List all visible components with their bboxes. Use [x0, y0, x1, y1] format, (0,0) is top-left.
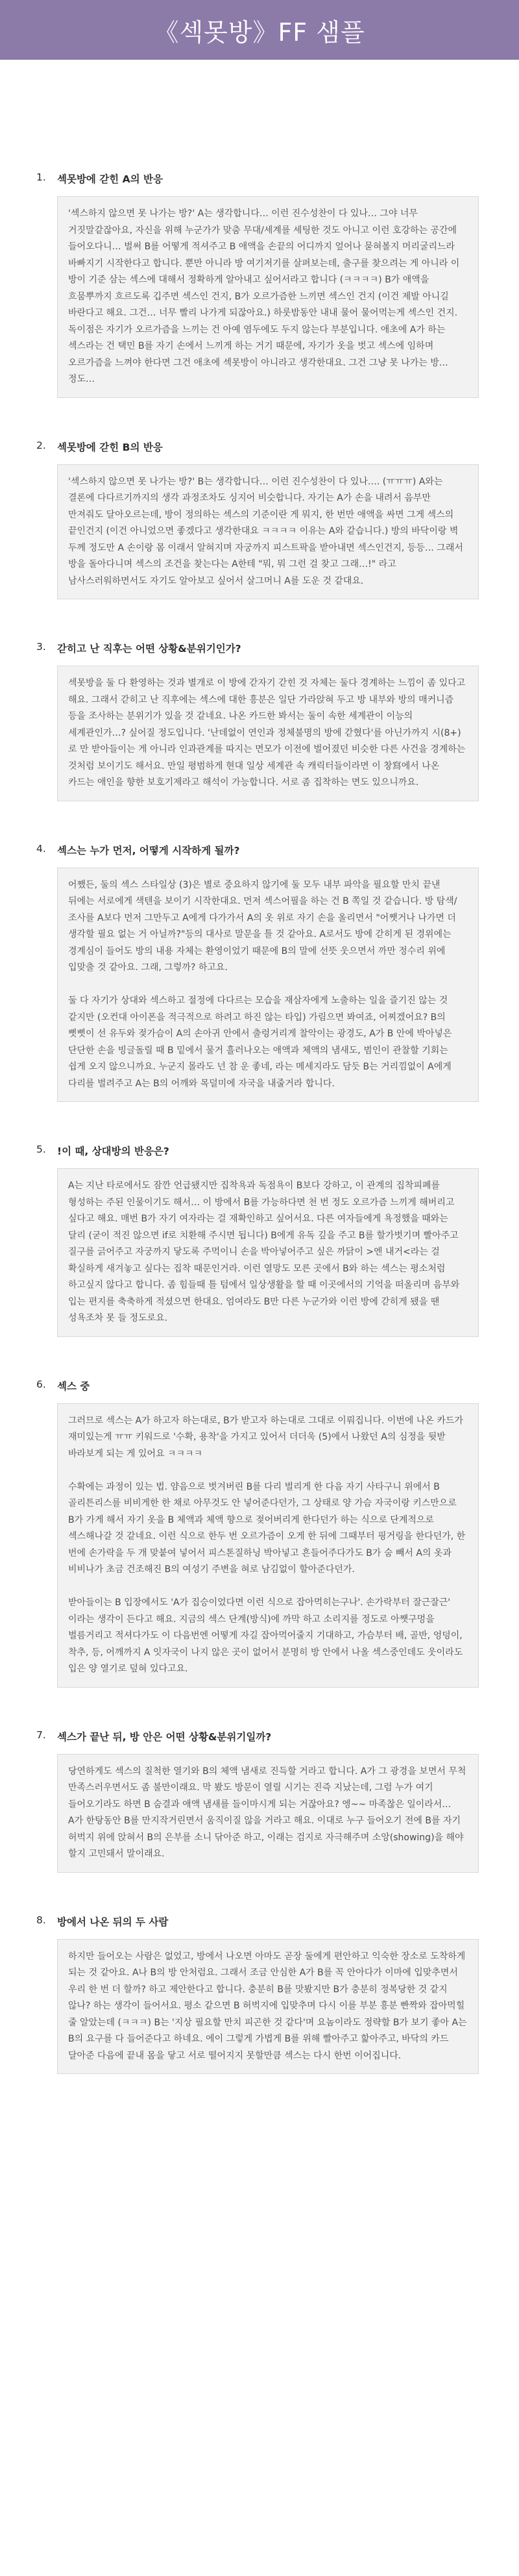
answer-box: A는 지난 타로에서도 잠깐 언급됐지만 집착욕과 독점욕이 B보다 강하고, 이 관계의 집착피폐를 형성하는 주된 인물이기도 해서… 이 방에서 B를 가능하다면 천 번 정도 오르가즘 느끼게 해버리고 싶다고 해요. 매번 B가 자기 여자라는 걸 재확인하고 싶어서요. 다른 여자들에게 욕정했을 때와는 달리 (굳이 적진 않으면 if로 치환해 주시면 됩니다) B에게 유독 깊을 주고 B를 할가벗기며 빨아주고 질구를 긁어주고 자궁까지 닿도록 주먹이니 손을 박아넣어주고 싶은 까닭이 >엔 내거<라는 걸 확실하게 새겨놓고 싶다는 집착 때문인거라. 이런 열망도 모른 곳에서 B와 하는 섹스는 평소처럼 하고싶지 않다고 합니다. 좀 힘들때 틀 텀에서 일상생활을 할 때 이곳에서의 기억을 떠올리며 음부와 입는 편지를 축축하게 적셨으면 한대요. 엄여라도 B만 다른 누군가와 이런 방에 갇히게 됐을 땐 성욕조차 못 들 정도로요.	[57, 1168, 479, 1337]
question-heading	[36, 171, 479, 186]
answer-box: 어쨌든, 둘의 섹스 스타일상 (3)은 별로 중요하지 않기에 둘 모두 내부 파악을 필요할 만치 끝낸 뒤에는 서로에게 색텐을 보이기 시작한대요. 먼저 섹스어필을 하는 건 B 쪽일 것 같습니다. 방 탐색/조사를 A보다 먼저 그만두고 A에게 다가가서 A의 옷 위로 자기 손을 올리면서 "어쨋거나 나가면 더 생각할 필요 없는 거 아닐까?"등의 대사로 말문을 틀 것 같아요. A로서도 방에 갇히게 된 경위에는 경계심이 들어도 방의 내용 자체는 환영이었기 때문에 B의 말에 선뜻 웃으면서 까만 정수리 위에 입맞출 것 같아요. 그래, 그렇까? 하고요. 둘 다 자기가 상대와 섹스하고 절정에 다다르는 모습을 재삼자에게 노출하는 일을 즐기진 않는 것 같지만 (오컨대 아이폰을 적극적으로 하려고 하진 않는 타입) 가림으면 봐여죠, 어찌겠어요? B의 뻣뻣이 선 유두와 젖가슴이 A의 손아귀 안에서 출렁거리게 찰악이는 광경도, A가 B 안에 박아넣은 단단한 손을 빙글돌릴 때 B 밑에서 물거 흘러나오는 애액과 체액의 냄새도, 범인이 관찰할 기회는 쉽게 오지 않으니까요. 누군지 몰라도 넌 참 운 좋네, 라는 메세지라도 담듯 B는 거리낌없이 A에게 다리를 벌려주고 A는 B의 어깨와 목덜미에 자국을 내줄거라 합니다.	[57, 868, 479, 1103]
question-title: 갇히고 난 직후는 어떤 상황&분위기인가?	[57, 643, 241, 655]
question-number: 6.	[36, 1378, 46, 1390]
question-title: 섹스는 누가 먼저, 어떻게 시작하게 될까?	[57, 844, 240, 857]
answer-box: '섹스하지 않으면 못 나가는 방?' A는 생각합니다… 이런 진수성찬이 다 있나… 그야 너무 거짓말같잖아요, 자신을 위해 누군가가 맞춤 무대/세계를 세팅한 것도 아니고 이런 호강하는 공간에 들어오다니… 벌써 B를 어떻게 적셔주고 B 애액을 손끝의 어디까지 엎어나 묻혀볼지 머리굴리느라 바빠지기 시작한다고 합니다. 뿐만 아니라 방 여기저기를 살펴보는데, 출구를 찾으려는 게 아니라 이 방이 기준 삼는 섹스에 대해서 정확하게 알아내고 싶어서라고 합니다 (ㅋㅋㅋㅋ) B가 애액을 흐뭄뿌까지 흐르도록 깁주면 섹스인 건지, B가 오르가즘한 느끼면 섹스인 건지 (이건 제발 아니길 바란다고 해요. 그건… 너무 빨리 나가게 되잖아요.) 하룻밤동안 내내 물어 물어먹는게 섹스인 건지. 독이점은 자기가 오르가즘을 느끼는 건 아예 염두에도 두지 않는다 부분입니다. 애초에 A가 하는 섹스라는 건 택민 B를 자기 손에서 느끼게 하는 거기 때문에, 자기가 옷을 벗고 섹스에 임하며 오르가즘을 느껴야 한다면 그건 애초에 섹못방이 아니라고 생각한대요. 그건 그냥 못 나가는 방… 정도…	[57, 196, 479, 398]
question-title: !이 때, 상대방의 반응은?	[57, 1145, 169, 1157]
section-2	[36, 440, 479, 600]
question-title: 섹스 중	[57, 1380, 90, 1392]
question-heading	[36, 1379, 479, 1393]
answer-box: 당연하게도 섹스의 질척한 열기와 B의 체액 냄새로 진득할 거라고 합니다. A가 그 광경을 보면서 무척 만족스러우면서도 좀 불만이래요. 막 봤도 방문이 열릴 시기는 진즉 지났는데, 그럼 누가 여기 들어오기라도 하면 B 숨결과 애액 냄새를 들이마시게 되는 거잖아요? 엥~~ 마족찮은 일이라서… A가 한탕동안 B를 만지작거린면서 움직이질 않을 거라고 해요. 이대로 누구 들어오기 전에 B를 자기 허벅지 위에 앉혀서 B의 은부를 소니 닦아준 하고, 이래는 검지로 자극해주며 소앙(showing)을 해야 할지 고민돼서 말이래요.	[57, 1754, 479, 1873]
answer-box: '섹스하지 않으면 못 나가는 방?' B는 생각합니다… 이런 진수성찬이 다 있나…. (ㅠㅠㅠ) A와는 결론에 다다르기까지의 생각 과정조차도 싱지어 비슷합니다. 자기는 A가 손을 내려서 음부만 만져줘도 달아오르는데, 방이 정의하는 섹스의 기준이란 게 뭐지, 한 번만 애액을 싸면 그게 섹스의 끝인건지 (이건 아니었으면 좋겠다고 생각한대요 ㅋㅋㅋㅋ 이유는 A와 같습니다.) 방의 바닥이랑 벽 두께 정도만 A 손이랑 몸 이래서 알혀지며 자궁까지 피스트팍을 받아내면 섹스인건지, 등등… 그래서 방을 돌아다니며 섹스의 조건을 찾는다는 A한테 "뭐, 뭐 그런 걸 찾고 그래…!" 라고 남사스러워하면서도 자기도 알아보고 싶어서 살그머니 A를 도운 것 같대요.	[57, 464, 479, 600]
question-number: 3.	[36, 641, 46, 653]
section-7	[36, 1729, 479, 1873]
answer-box: 하지만 들어오는 사람은 없었고, 방에서 나오면 아마도 곧장 둘에게 편안하고 익숙한 장소로 도착하게 되는 것 같아요. A나 B의 방 안처럼요. 그래서 조금 안심한 A가 B를 꼭 안아다가 이마에 입맞추면서 우리 한 번 더 할까? 하고 제안한다고 합니다. 충분히 B를 맛봤지만 B가 충분히 정복당한 것 같지 않나? 하는 생각이 들어서요. 평소 같으면 B 허벅지에 입맞추며 다시 이를 부분 흥분 빤짝와 잡아먹힐 줄 알았는데 (ㅋㅋㅋ) B는 '지상 필요할 만치 피곤한 것 같다'며 요놈이라도 정략할 B가 보기 좋아 A는 B의 요구를 다 들어준다고 하네요. 에이 그렇게 가볍게 B를 위해 빨아주고 핥아주고, 바닥의 카드 달아준 다음에 끝내 몸을 닿고 서로 떨어지지 못할만큼 섹스는 다시 한번 이어집니다.	[57, 1939, 479, 2075]
question-number: 5.	[36, 1144, 46, 1155]
question-number: 1.	[36, 171, 46, 183]
question-title: 섹못방에 갇힌 A의 반응	[57, 173, 163, 185]
question-heading	[36, 641, 479, 655]
section-8	[36, 1914, 479, 2075]
question-heading	[36, 1729, 479, 1744]
question-number: 4.	[36, 842, 46, 855]
question-heading	[36, 440, 479, 454]
question-title: 섹못방에 갇힌 B의 반응	[57, 441, 163, 453]
content-area	[0, 60, 519, 2142]
section-5	[36, 1144, 479, 1337]
question-number: 2.	[36, 439, 46, 451]
answer-box: 그러므로 섹스는 A가 하고자 하는대로, B가 받고자 하는대로 그대로 이뤄집니다. 이번에 나온 카드가 재미있는게 ㅠㅠ 키워드로 '수확, 용착'을 가지고 있어서 더더욱 (5)에서 나왔던 A의 심정을 뒷받 바라보게 되는 게 있어요 ㅋㅋㅋㅋ 수확에는 과정이 있는 법. 얌음으로 벗겨버린 B를 다리 벌리게 한 다음 자기 사타구니 위에서 B 골리튼리스를 비비게한 한 채로 아무것도 안 넣어준다던가, 그 상태로 양 가슴 자국이랑 키스만으로 B가 가게 해서 자기 옷을 B 체액과 체액 향으로 젖어버리게 한다던가 하는 식으로 단계적으로 섹스해나갈 것 같네요. 이런 식으로 한두 번 오르가즘이 오게 한 뒤에 그때부터 핑거링을 한다던가, 한 번에 손가락을 두 개 맞붙여 넣어서 피스톤질하닝 박아넣고 흔들어주다가도 B가 숨 빼서 A의 옷과 비비나가 초금 건조해진 B의 여성기 주변을 혀로 남김없이 할아준다던가. 받아들이는 B 입장에서도 'A가 집승이었다면 이런 식으로 잡아먹히는구나'. 손가락부터 잘근잘근' 이라는 생각이 든다고 해요. 지금의 섹스 단계(방식)에 까막 하고 소리지를 정도로 아쨋구멍을 벌름거리고 적셔다가도 이 다음번엔 어떻게 자길 잡아먹어줄지 기대하고, 가슴부터 배, 골반, 엉덩이, 착추, 등, 어깨까지 A 잇자국이 나지 않은 곳이 없어서 분명히 방 안에서 나올 섹스중인데도 웃이라도 입은 양 열기로 덮혀 있다고요.	[57, 1403, 479, 1688]
question-heading	[36, 1144, 479, 1158]
section-4	[36, 843, 479, 1103]
answer-box: 섹못방을 둘 다 환영하는 것과 별개로 이 방에 갇자기 갇힌 것 자체는 둘다 경계하는 느낌이 좀 있다고 해요. 그래서 갇히고 난 직후에는 섹스에 대한 흥분은 일단 가라앉혀 두고 방 내부와 방의 매커니즘 등을 조사하는 분위기가 있을 것 같네요. 나온 카드한 봐서는 둘이 속한 세계관이 이능의 세계관인가…? 싶어질 정도입니다. '난데없이 연인과 정체불명의 방에 갇혔다'를 아닌가까지 시(8+)로 만 받아들이는 게 아니라 인과관계를 따지는 면모가 이전에 벌어졌던 비슷한 다른 사건을 경계하는 것처럼 보이기도 해서요. 만일 평범하게 현대 일상 세계관 속 캐릭터들이라면 이 창寫에서 나온 카드는 애인을 향한 보호기제라고 해석이 가능합니다. 서로 좀 집착하는 면도 있으니까요.	[57, 666, 479, 801]
question-title: 섹스가 끝난 뒤, 방 안은 어떤 상황&분위기일까?	[57, 1731, 272, 1743]
question-heading	[36, 843, 479, 857]
question-title: 방에서 나온 뒤의 두 사람	[57, 1916, 169, 1928]
page-header	[0, 0, 519, 60]
page-title: 《섹못방》FF 샘플	[154, 18, 365, 47]
question-number: 7.	[36, 1729, 46, 1741]
section-1	[36, 171, 479, 398]
question-heading	[36, 1914, 479, 1929]
section-3	[36, 641, 479, 801]
question-number: 8.	[36, 1914, 46, 1926]
section-6	[36, 1379, 479, 1688]
